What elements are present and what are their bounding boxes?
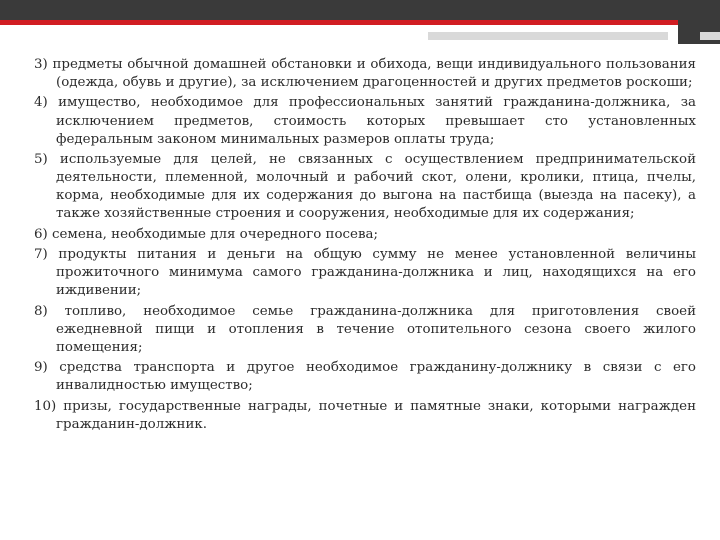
header-bar [0,0,720,20]
header-accent-line [0,20,690,25]
list-item: 9) средства транспорта и другое необходимое гражданину-должнику в связи с его инвалидностью имущество; [34,360,696,394]
list-item: 10) призы, государственные награды, почетные и памятные знаки, которыми награжден гражданин-должник. [34,398,696,432]
list-item: 5) используемые для целей, не связанных с осуществлением предпринимательской деятельности, племенной, молочный и рабочий скот, олени, кролики, птица, пчелы, корма, необходимые для их содержания до выгона на пастбища (выезда на пасеку), а также хозяйственные строения и сооружения, необходимые для их содержания; [34,152,696,222]
list-item: 3) предметы обычной домашней обстановки и обихода, вещи индивидуального пользования (одежда, обувь и другие), за исключением драгоценностей и других предметов роскоши; [34,57,696,91]
header-gray-stripe [428,32,668,40]
list-item: 8) топливо, необходимое семье гражданина-должника для приготовления своей ежедневной пищи и отопления в течение отопительного сезона своего жилого помещения; [34,303,696,355]
list-item: 6) семена, необходимые для очередного посева; [34,226,378,242]
list-item: 4) имущество, необходимое для профессиональных занятий гражданина-должника, за исключением предметов, стоимость которых превышает сто установленных федеральным законом минимальных размеров оплаты труда; [34,95,696,147]
list-item: 7) продукты питания и деньги на общую сумму не менее установленной величины прожиточного минимума самого гражданина-должника и лиц, находящихся на его иждивении; [34,247,696,299]
header-gray-stripe-right [700,32,720,40]
slide-body [34,56,696,436]
